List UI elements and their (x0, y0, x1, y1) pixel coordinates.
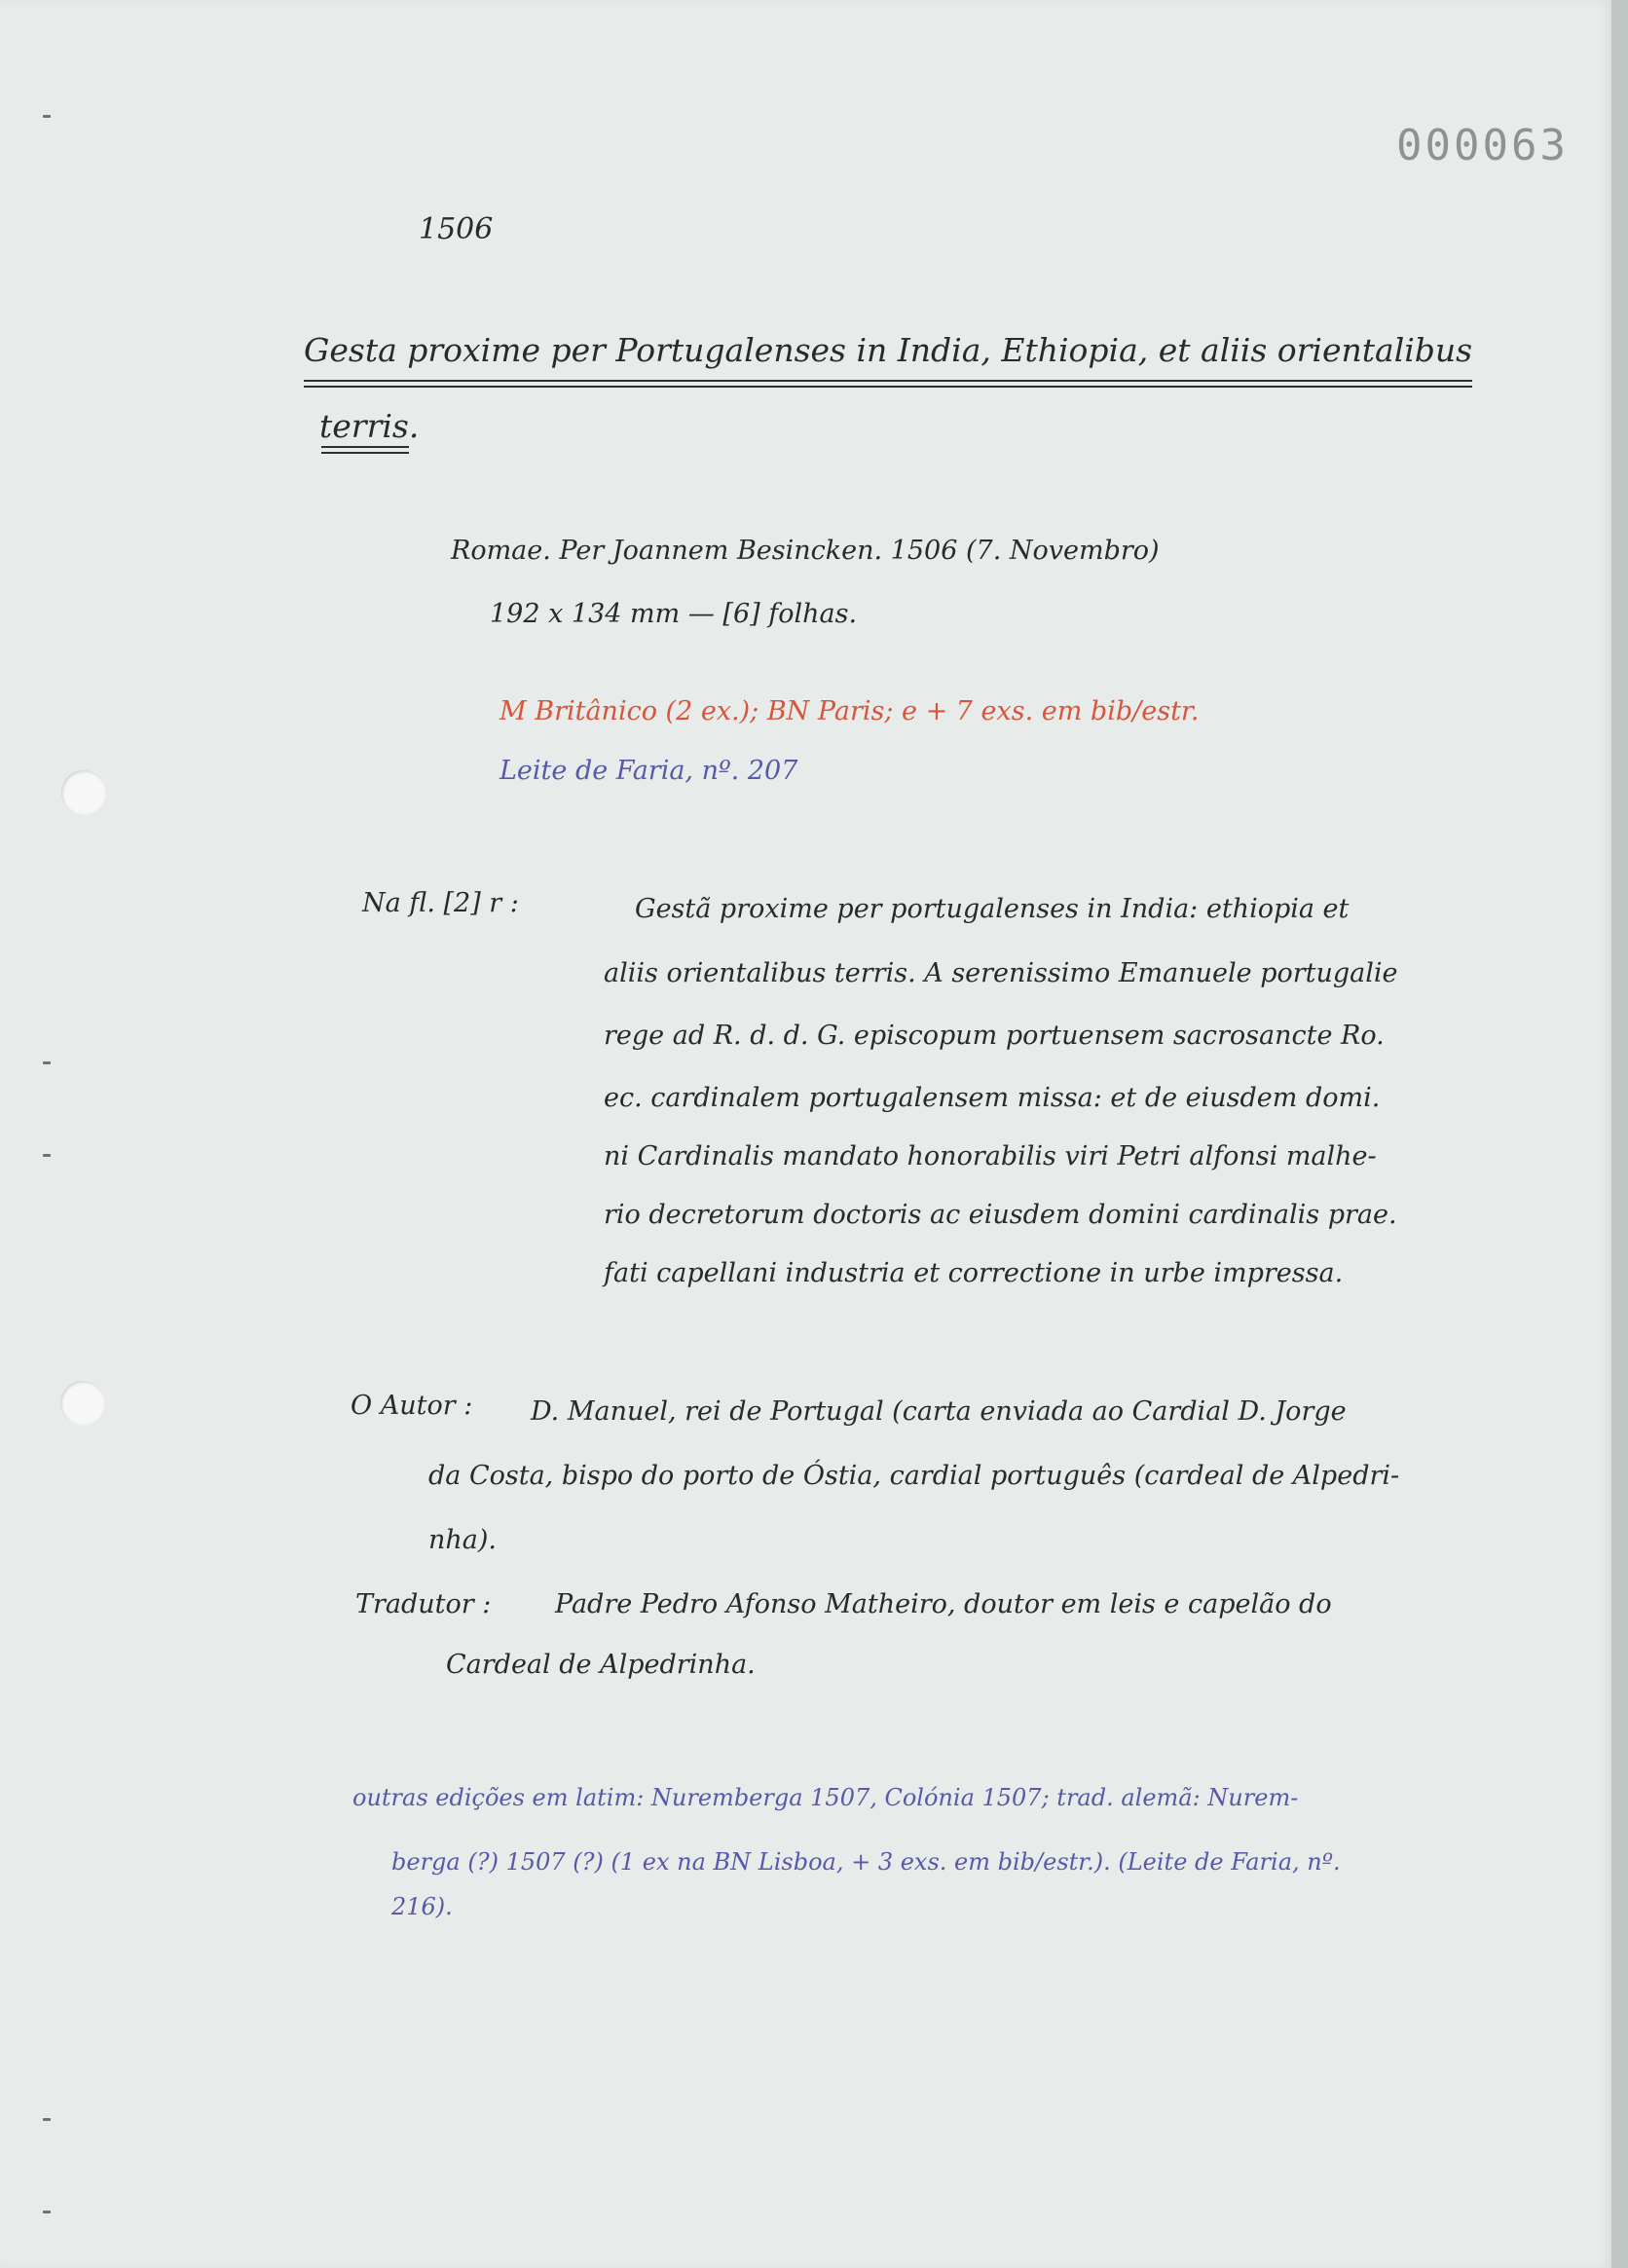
folio-note-line: fati capellani industria et correctione in urbe impressa. (604, 1258, 1344, 1288)
margin-mark (43, 2118, 51, 2121)
title-underline-2 (304, 386, 1472, 388)
folio-note-label: Na fl. [2] r : (362, 888, 519, 918)
margin-mark (43, 115, 51, 118)
other-editions-line: 216). (391, 1893, 453, 1920)
title-line-2: terris. (319, 407, 420, 445)
folio-note-line: Gestã proxime per portugalenses in India: ethiopia et (635, 894, 1350, 924)
margin-mark (43, 1154, 51, 1157)
translator-label: Tradutor : (355, 1589, 492, 1619)
year-heading: 1506 (419, 212, 494, 246)
punch-hole-top (61, 770, 106, 815)
author-label: O Autor : (351, 1391, 473, 1421)
translator-line: Cardeal de Alpedrinha. (446, 1650, 756, 1680)
folio-note-line: ni Cardinalis mandato honorabilis viri Petri alfonsi malhe- (604, 1141, 1377, 1171)
translator-line: Padre Pedro Afonso Matheiro, doutor em leis e capelão do (555, 1589, 1332, 1619)
author-line: da Costa, bispo do porto de Óstia, cardial português (cardeal de Alpedri- (428, 1461, 1400, 1491)
other-editions-line: berga (?) 1507 (?) (1 ex na BN Lisboa, + 3 exs. em bib/estr.). (Leite de Faria, nº. (391, 1848, 1341, 1876)
holdings-blue-note: Leite de Faria, nº. 207 (500, 756, 798, 786)
folio-note-line: ec. cardinalem portugalensem missa: et de eiusdem domi. (604, 1083, 1381, 1113)
holdings-red-note: M Britânico (2 ex.); BN Paris; e + 7 exs. em bib/estr. (500, 696, 1200, 726)
title-underline-3 (321, 446, 409, 448)
author-line: D. Manuel, rei de Portugal (carta enviada ao Cardial D. Jorge (531, 1396, 1347, 1427)
margin-mark (43, 1061, 51, 1064)
title-underline-4 (321, 452, 409, 454)
imprint-line-2: 192 x 134 mm — [6] folhas. (490, 599, 858, 629)
title-underline (304, 380, 1472, 382)
author-line: nha). (428, 1525, 497, 1555)
other-editions-line: outras edições em latim: Nuremberga 1507, Colónia 1507; trad. alemã: Nurem- (352, 1784, 1299, 1811)
folio-note-line: rio decretorum doctoris ac eiusdem domini cardinalis prae. (604, 1200, 1397, 1230)
punch-hole-bottom (60, 1381, 105, 1426)
folio-note-line: aliis orientalibus terris. A serenissimo Emanuele portugalie (604, 958, 1398, 988)
imprint-line-1: Romae. Per Joannem Besincken. 1506 (7. Novembro) (451, 536, 1160, 566)
folio-note-line: rege ad R. d. d. G. episcopum portuensem sacrosancte Ro. (604, 1021, 1385, 1051)
title-line-1: Gesta proxime per Portugalenses in India, Ethiopia, et aliis orientalibus (304, 331, 1473, 369)
margin-mark (43, 2211, 51, 2213)
paper-edge-shadow (1611, 0, 1628, 2268)
archive-stamp-number: 000063 (1396, 121, 1569, 170)
